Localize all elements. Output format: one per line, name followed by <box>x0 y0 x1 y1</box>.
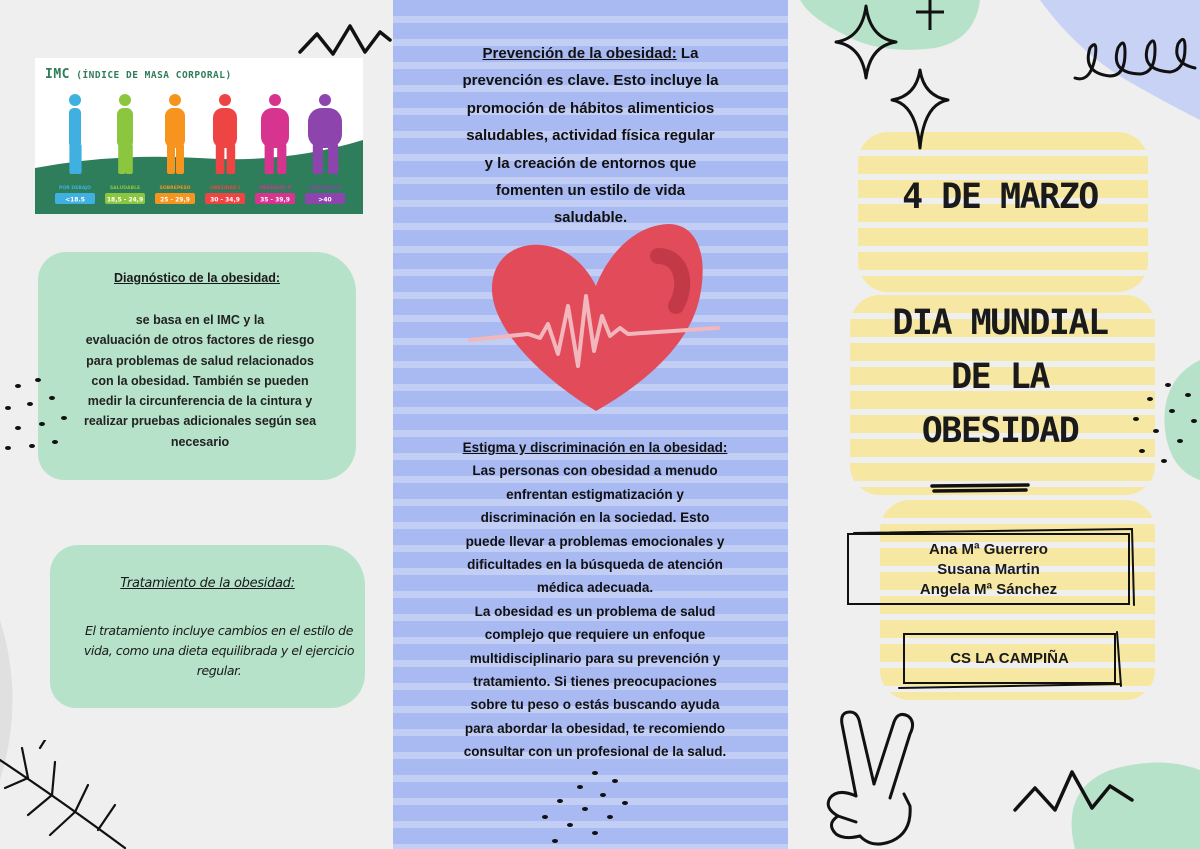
zigzag-doodle-icon <box>1010 760 1140 820</box>
treatment-line: regular. <box>196 663 242 678</box>
peace-hand-icon <box>812 706 932 849</box>
stigma-line: discriminación en la sociedad. Esto <box>480 510 710 526</box>
stigma-line: consultar con un profesional de la salud. <box>463 744 727 760</box>
imc-title-main: IMC <box>45 67 70 82</box>
health-center-box-sketch <box>895 628 1125 693</box>
heart-heartbeat-icon <box>468 216 723 426</box>
imc-range-value: 30 - 34,9 <box>210 196 240 204</box>
author-name: Ana Mª Guerrero <box>929 541 1048 558</box>
zigzag-doodle-icon <box>295 12 395 62</box>
imc-category-label: OBESIDAD III <box>308 186 342 191</box>
treatment-line: El tratamiento incluye cambios en el estilo de <box>85 623 353 638</box>
event-date: 4 DE MARZO <box>902 177 1098 217</box>
stigma-line: Las personas con obesidad a menudo <box>472 463 718 479</box>
stigma-section <box>410 436 780 764</box>
event-title-line: DE LA <box>951 357 1049 397</box>
sparkle-icon <box>818 0 968 160</box>
stigma-line: para abordar la obesidad, te recomiendo <box>464 720 726 736</box>
prevention-title: Prevención de la obesidad: <box>482 45 677 62</box>
imc-category-label: OBESIDAD I <box>209 186 241 191</box>
imc-category-label: POR DEBAJO <box>58 186 92 191</box>
treatment-title: Tratamiento de la obesidad: <box>120 576 295 591</box>
prevention-first-line <box>418 40 763 67</box>
divider-scribble <box>928 480 1033 496</box>
diagnosis-line: para problemas de salud relacionados <box>86 353 314 368</box>
event-title-line: DIA MUNDIAL <box>892 303 1108 343</box>
author-name: Angela Mª Sánchez <box>919 581 1058 598</box>
stigma-title: Estigma y discriminación en la obesidad: <box>462 440 728 455</box>
imc-title <box>45 67 232 82</box>
diagnosis-title: Diagnóstico de la obesidad: <box>114 271 280 285</box>
imc-category-label: SOBREPESO <box>159 186 191 191</box>
imc-range-value: <18.5 <box>65 196 85 204</box>
imc-infographic <box>35 58 363 214</box>
diagnosis-line: evaluación de otros factores de riesgo <box>85 333 315 348</box>
prevention-first-line-rest: La <box>676 45 699 62</box>
loops-doodle-icon <box>1070 28 1200 98</box>
authors-box-sketch <box>840 525 1140 615</box>
stigma-line: dificultades en la búsqueda de atención <box>467 557 723 573</box>
imc-range-value: >40 <box>318 196 332 204</box>
stigma-line: tratamiento. Si tienes preocupaciones <box>473 674 717 690</box>
stigma-line: enfrentan estigmatización y <box>506 486 684 502</box>
event-title-line: OBESIDAD <box>921 411 1079 451</box>
prevention-line: fomenten un estilo de vida <box>495 182 686 200</box>
prevention-line: saludables, actividad física regular <box>466 127 715 145</box>
imc-range-value: 35 - 39,9 <box>260 196 290 204</box>
treatment-text <box>68 621 370 681</box>
dots-doodle-icon <box>535 765 635 849</box>
stigma-line: complejo que requiere un enfoque <box>484 627 706 643</box>
stigma-line: La obesidad es un problema de salud <box>474 603 716 619</box>
diagnosis-line: se basa en el IMC y la <box>135 313 265 327</box>
stigma-line: médica adecuada. <box>536 580 654 596</box>
imc-range-value: 25 - 29,9 <box>160 196 190 204</box>
diagnosis-line: realizar pruebas adicionales según sea <box>83 414 317 429</box>
prevention-section <box>418 40 763 232</box>
dots-doodle-icon <box>0 368 75 463</box>
diagnosis-line: medir la circunferencia de la cintura y <box>87 394 313 409</box>
imc-range-value: 18,5 - 24,9 <box>106 196 144 204</box>
prevention-line: y la creación de entornos que <box>484 154 697 172</box>
health-center-name: CS LA CAMPIÑA <box>950 650 1069 667</box>
prevention-line: prevención es clave. Esto incluye la <box>462 72 719 90</box>
prevention-line: saludable. <box>553 209 628 227</box>
author-name: Susana Martin <box>937 561 1040 578</box>
branch-doodle-icon <box>0 740 130 849</box>
event-title <box>840 296 1160 458</box>
imc-title-sub: (ÍNDICE DE MASA CORPORAL) <box>76 70 232 81</box>
diagnosis-line: con la obesidad. También se pueden <box>91 373 309 388</box>
treatment-line: vida, como una dieta equilibrada y el ejercicio <box>83 643 355 658</box>
stigma-line: sobre tu peso o estás buscando ayuda <box>470 697 720 713</box>
imc-category-label: SALUDABLE <box>109 186 141 191</box>
diagnosis-line: necesario <box>170 434 230 449</box>
diagnosis-text <box>50 310 350 452</box>
prevention-line: promoción de hábitos alimenticios <box>466 99 715 117</box>
stigma-line: puede llevar a problemas emocionales y <box>465 533 725 549</box>
stigma-line: multidisciplinario para su prevención y <box>469 650 721 666</box>
imc-category-label: OBESIDAD II <box>259 186 291 191</box>
